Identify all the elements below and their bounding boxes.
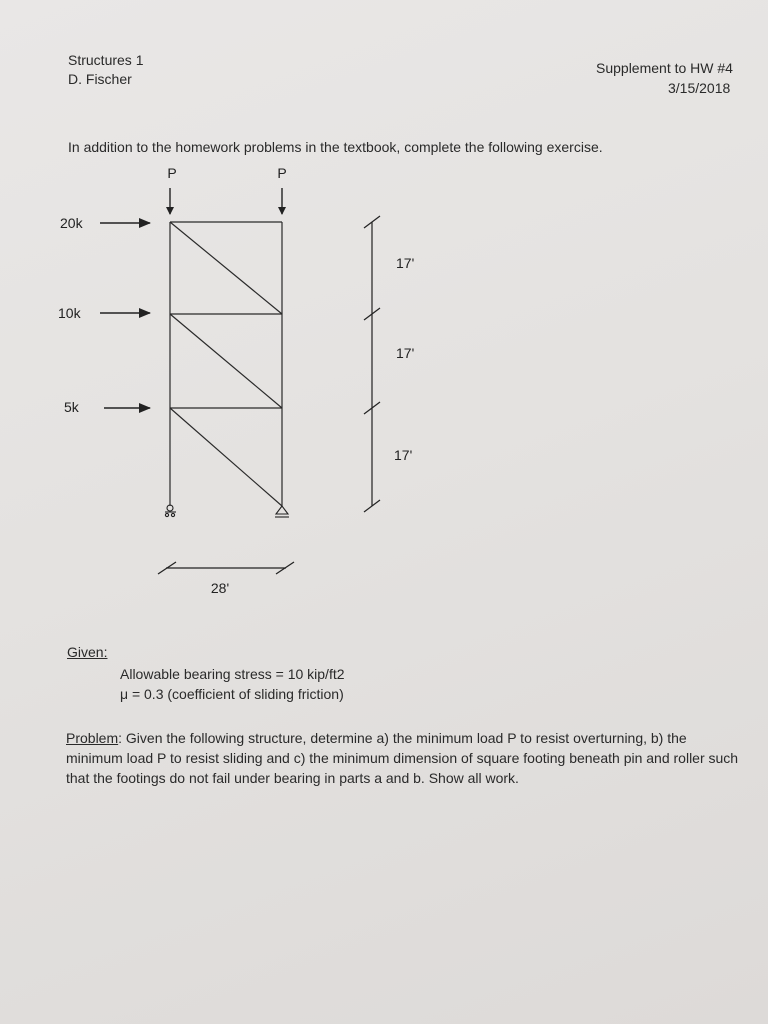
lateral-load-label-10k: 10k [58, 305, 81, 321]
lateral-load-label-5k: 5k [64, 399, 79, 415]
problem-label: Problem [66, 730, 119, 746]
truss-members [170, 222, 282, 506]
given-friction-coefficient: μ = 0.3 (coefficient of sliding friction) [120, 686, 344, 702]
story-height-label-1: 17' [396, 255, 415, 271]
assignment-title: Supplement to HW #4 [596, 60, 733, 76]
assignment-date: 3/15/2018 [668, 80, 731, 96]
width-dimension-line [158, 562, 294, 574]
roller-support [165, 505, 176, 517]
intro-text: In addition to the homework problems in the textbook, complete the following exercise. [68, 139, 603, 155]
story-height-label-3: 17' [394, 447, 413, 463]
course-title: Structures 1 [68, 52, 144, 68]
problem-text: : Given the following structure, determine a) the minimum load P to resist overturning, b) the minimum load P to resist sliding and c) the minimum dimension of square footing beneath pin and roller such that the footings do not fail under bearing in parts a and b. Show all work. [66, 730, 739, 786]
given-bearing-stress: Allowable bearing stress = 10 kip/ft2 [120, 666, 345, 682]
pin-support [275, 506, 289, 517]
story-height-label-2: 17' [396, 345, 415, 361]
load-label-p-left: P [167, 165, 177, 181]
problem-statement [66, 728, 746, 788]
lateral-load-label-20k: 20k [60, 215, 83, 231]
bay-width-label: 28' [210, 580, 230, 596]
given-heading: Given: [67, 644, 108, 660]
truss-diagram [0, 150, 768, 600]
height-dimension-line [364, 216, 380, 512]
load-label-p-right: P [277, 165, 287, 181]
author-name: D. Fischer [68, 71, 132, 87]
